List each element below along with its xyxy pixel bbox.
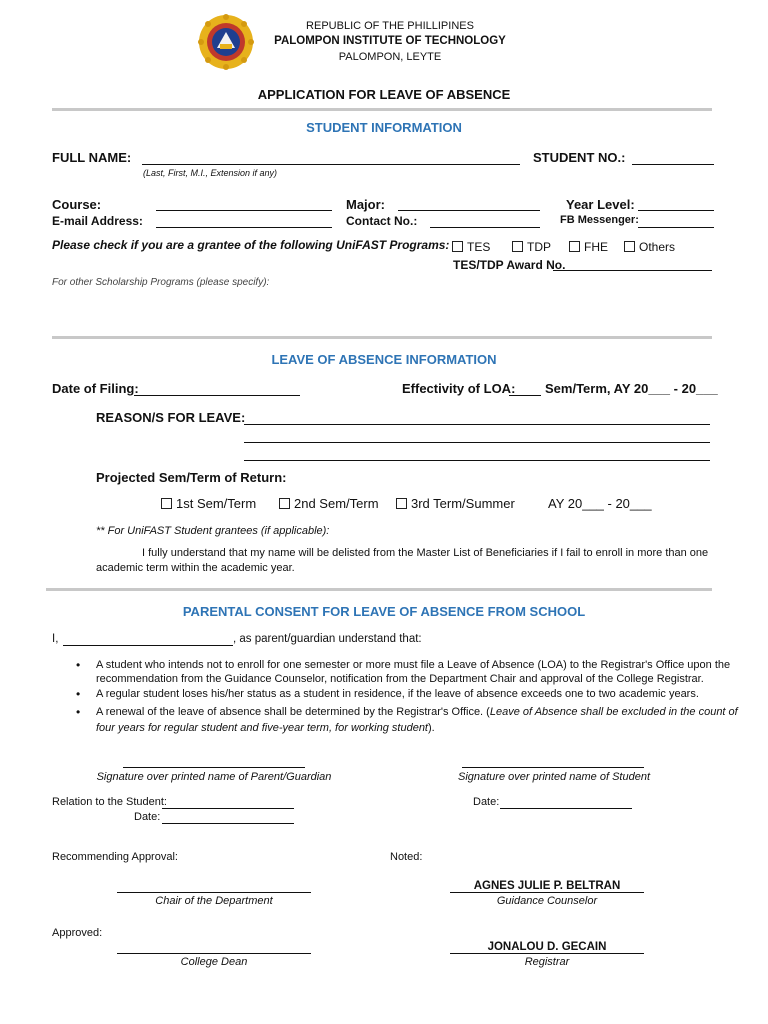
term-label: 3rd Term/Summer <box>411 496 515 511</box>
parent-signature-caption: Signature over printed name of Parent/Guardian <box>96 771 332 783</box>
award-no-label: TES/TDP Award No. <box>453 258 566 272</box>
full-name-label: FULL NAME: <box>52 150 132 165</box>
checkbox[interactable] <box>279 498 290 509</box>
bullet1-line2: recommendation from the Guidance Counselor, notification from the Department Chair and approval of the College Registrar. <box>96 673 704 685</box>
bullet3-line1 <box>96 706 738 718</box>
program-others[interactable] <box>624 240 675 254</box>
counselor-signature-line[interactable] <box>450 892 644 893</box>
contact-label: Contact No.: <box>346 214 418 228</box>
program-label: FHE <box>584 240 608 254</box>
sem-ay-text: Sem/Term, AY 20___ - 20___ <box>545 381 718 396</box>
date-filing-label: Date of Filing: <box>52 381 139 396</box>
year-level-field[interactable] <box>638 210 714 211</box>
dean-caption: College Dean <box>180 956 248 968</box>
delist-line2: academic term within the academic year. <box>96 562 295 574</box>
section-student-info: STUDENT INFORMATION <box>306 120 462 135</box>
student-no-label: STUDENT NO.: <box>533 150 626 165</box>
understand-text: , as parent/guardian understand that: <box>233 633 422 645</box>
checkbox[interactable] <box>452 241 463 252</box>
student-signature-caption: Signature over printed name of Student <box>457 771 650 783</box>
term-3rd[interactable] <box>396 496 515 511</box>
reason-line[interactable] <box>244 442 710 443</box>
bullet3-italic-2: four years for regular student and five-year term, for working student <box>96 722 428 734</box>
recommending-label: Recommending Approval: <box>52 851 178 863</box>
major-field[interactable] <box>398 210 540 211</box>
i-label: I, <box>52 633 59 645</box>
fb-field[interactable] <box>638 227 714 228</box>
form-title: APPLICATION FOR LEAVE OF ABSENCE <box>257 87 511 102</box>
program-fhe[interactable] <box>569 240 608 254</box>
header-institute: PALOMPON INSTITUTE OF TECHNOLOGY <box>274 35 506 47</box>
program-label: Others <box>639 240 676 254</box>
full-name-field[interactable] <box>142 164 520 165</box>
major-label: Major: <box>346 197 385 212</box>
student-no-field[interactable] <box>632 164 714 165</box>
section-loa-info: LEAVE OF ABSENCE INFORMATION <box>271 352 497 367</box>
full-name-hint: (Last, First, M.I., Extension if any) <box>143 168 278 178</box>
counselor-title: Guidance Counselor <box>496 895 598 907</box>
noted-label: Noted: <box>390 851 423 863</box>
bullet-marker: • <box>76 658 81 672</box>
parent-date-field[interactable] <box>162 823 294 824</box>
program-label: TES <box>467 240 491 254</box>
relation-field[interactable] <box>162 808 294 809</box>
program-tdp[interactable] <box>512 240 551 254</box>
grantee-prompt: Please check if you are a grantee of the following UniFAST Programs: <box>52 238 450 252</box>
section-consent: PARENTAL CONSENT FOR LEAVE OF ABSENCE FROM SCHOOL <box>182 604 586 619</box>
date-filing-field[interactable] <box>134 395 300 396</box>
bullet3-line2 <box>96 722 435 734</box>
year-level-label: Year Level: <box>566 197 635 212</box>
term-label: 1st Sem/Term <box>176 496 257 511</box>
bullet2: A regular student loses his/her status as a student in residence, if the leave of absence exceeds one to two academic years. <box>96 688 699 700</box>
counselor-name: AGNES JULIE P. BELTRAN <box>473 880 621 892</box>
registrar-signature-line[interactable] <box>450 953 644 954</box>
award-no-field[interactable] <box>553 270 712 271</box>
effectivity-field[interactable] <box>509 395 541 396</box>
header-location: PALOMPON, LEYTE <box>338 51 442 63</box>
program-label: TDP <box>527 240 551 254</box>
email-field[interactable] <box>156 227 332 228</box>
checkbox[interactable] <box>396 498 407 509</box>
bullet3-italic: Leave of Absence shall be excluded in the count of <box>489 706 738 718</box>
checkbox[interactable] <box>161 498 172 509</box>
divider <box>46 588 712 591</box>
guardian-name-field[interactable] <box>63 645 233 646</box>
delist-line1: I fully understand that my name will be delisted from the Master List of Beneficiaries if I fail to enroll in more than one <box>142 547 709 559</box>
bullet3-plain: A renewal of the leave of absence shall be determined by the Registrar's Office. ( <box>96 706 490 718</box>
projected-label: Projected Sem/Term of Return: <box>96 470 287 485</box>
parent-signature-line[interactable] <box>123 767 305 768</box>
fb-label: FB Messenger: <box>560 214 639 226</box>
divider <box>52 108 712 111</box>
email-label: E-mail Address: <box>52 214 143 228</box>
reason-line[interactable] <box>244 424 710 425</box>
term-1st[interactable] <box>161 496 256 511</box>
return-ay-text: AY 20___ - 20___ <box>548 496 652 511</box>
reason-line[interactable] <box>244 460 710 461</box>
bullet-marker: • <box>76 705 81 719</box>
divider <box>52 336 712 339</box>
bullet-marker: • <box>76 687 81 701</box>
checkbox[interactable] <box>624 241 635 252</box>
registrar-name: JONALOU D. GECAIN <box>487 941 607 953</box>
unifast-note: ** For UniFAST Student grantees (if applicable): <box>96 525 330 537</box>
course-field[interactable] <box>156 210 332 211</box>
course-label: Course: <box>52 197 102 212</box>
chair-caption: Chair of the Department <box>155 895 273 907</box>
checkbox[interactable] <box>569 241 580 252</box>
program-tes[interactable] <box>452 240 490 254</box>
bullet1-line1: A student who intends not to enroll for one semester or more must file a Leave of Absence (LOA) to the Registrar's Office upon the <box>96 659 731 671</box>
student-signature-line[interactable] <box>462 767 644 768</box>
student-date-label: Date: <box>473 796 500 808</box>
relation-label: Relation to the Student: <box>52 796 167 808</box>
checkbox[interactable] <box>512 241 523 252</box>
reasons-label: REASON/S FOR LEAVE: <box>96 410 246 425</box>
registrar-title: Registrar <box>524 956 570 968</box>
other-scholarship-label: For other Scholarship Programs (please specify): <box>52 277 270 288</box>
contact-field[interactable] <box>430 227 540 228</box>
term-2nd[interactable] <box>279 496 379 511</box>
chair-signature-line[interactable] <box>117 892 311 893</box>
term-label: 2nd Sem/Term <box>294 496 379 511</box>
header-republic: REPUBLIC OF THE PHILLIPINES <box>306 20 474 32</box>
parent-date-label: Date: <box>134 811 161 823</box>
approved-label: Approved: <box>52 927 103 939</box>
bullet3-end: ). <box>428 722 435 734</box>
student-date-field[interactable] <box>500 808 632 809</box>
effectivity-label: Effectivity of LOA: <box>402 381 516 396</box>
dean-signature-line[interactable] <box>117 953 311 954</box>
